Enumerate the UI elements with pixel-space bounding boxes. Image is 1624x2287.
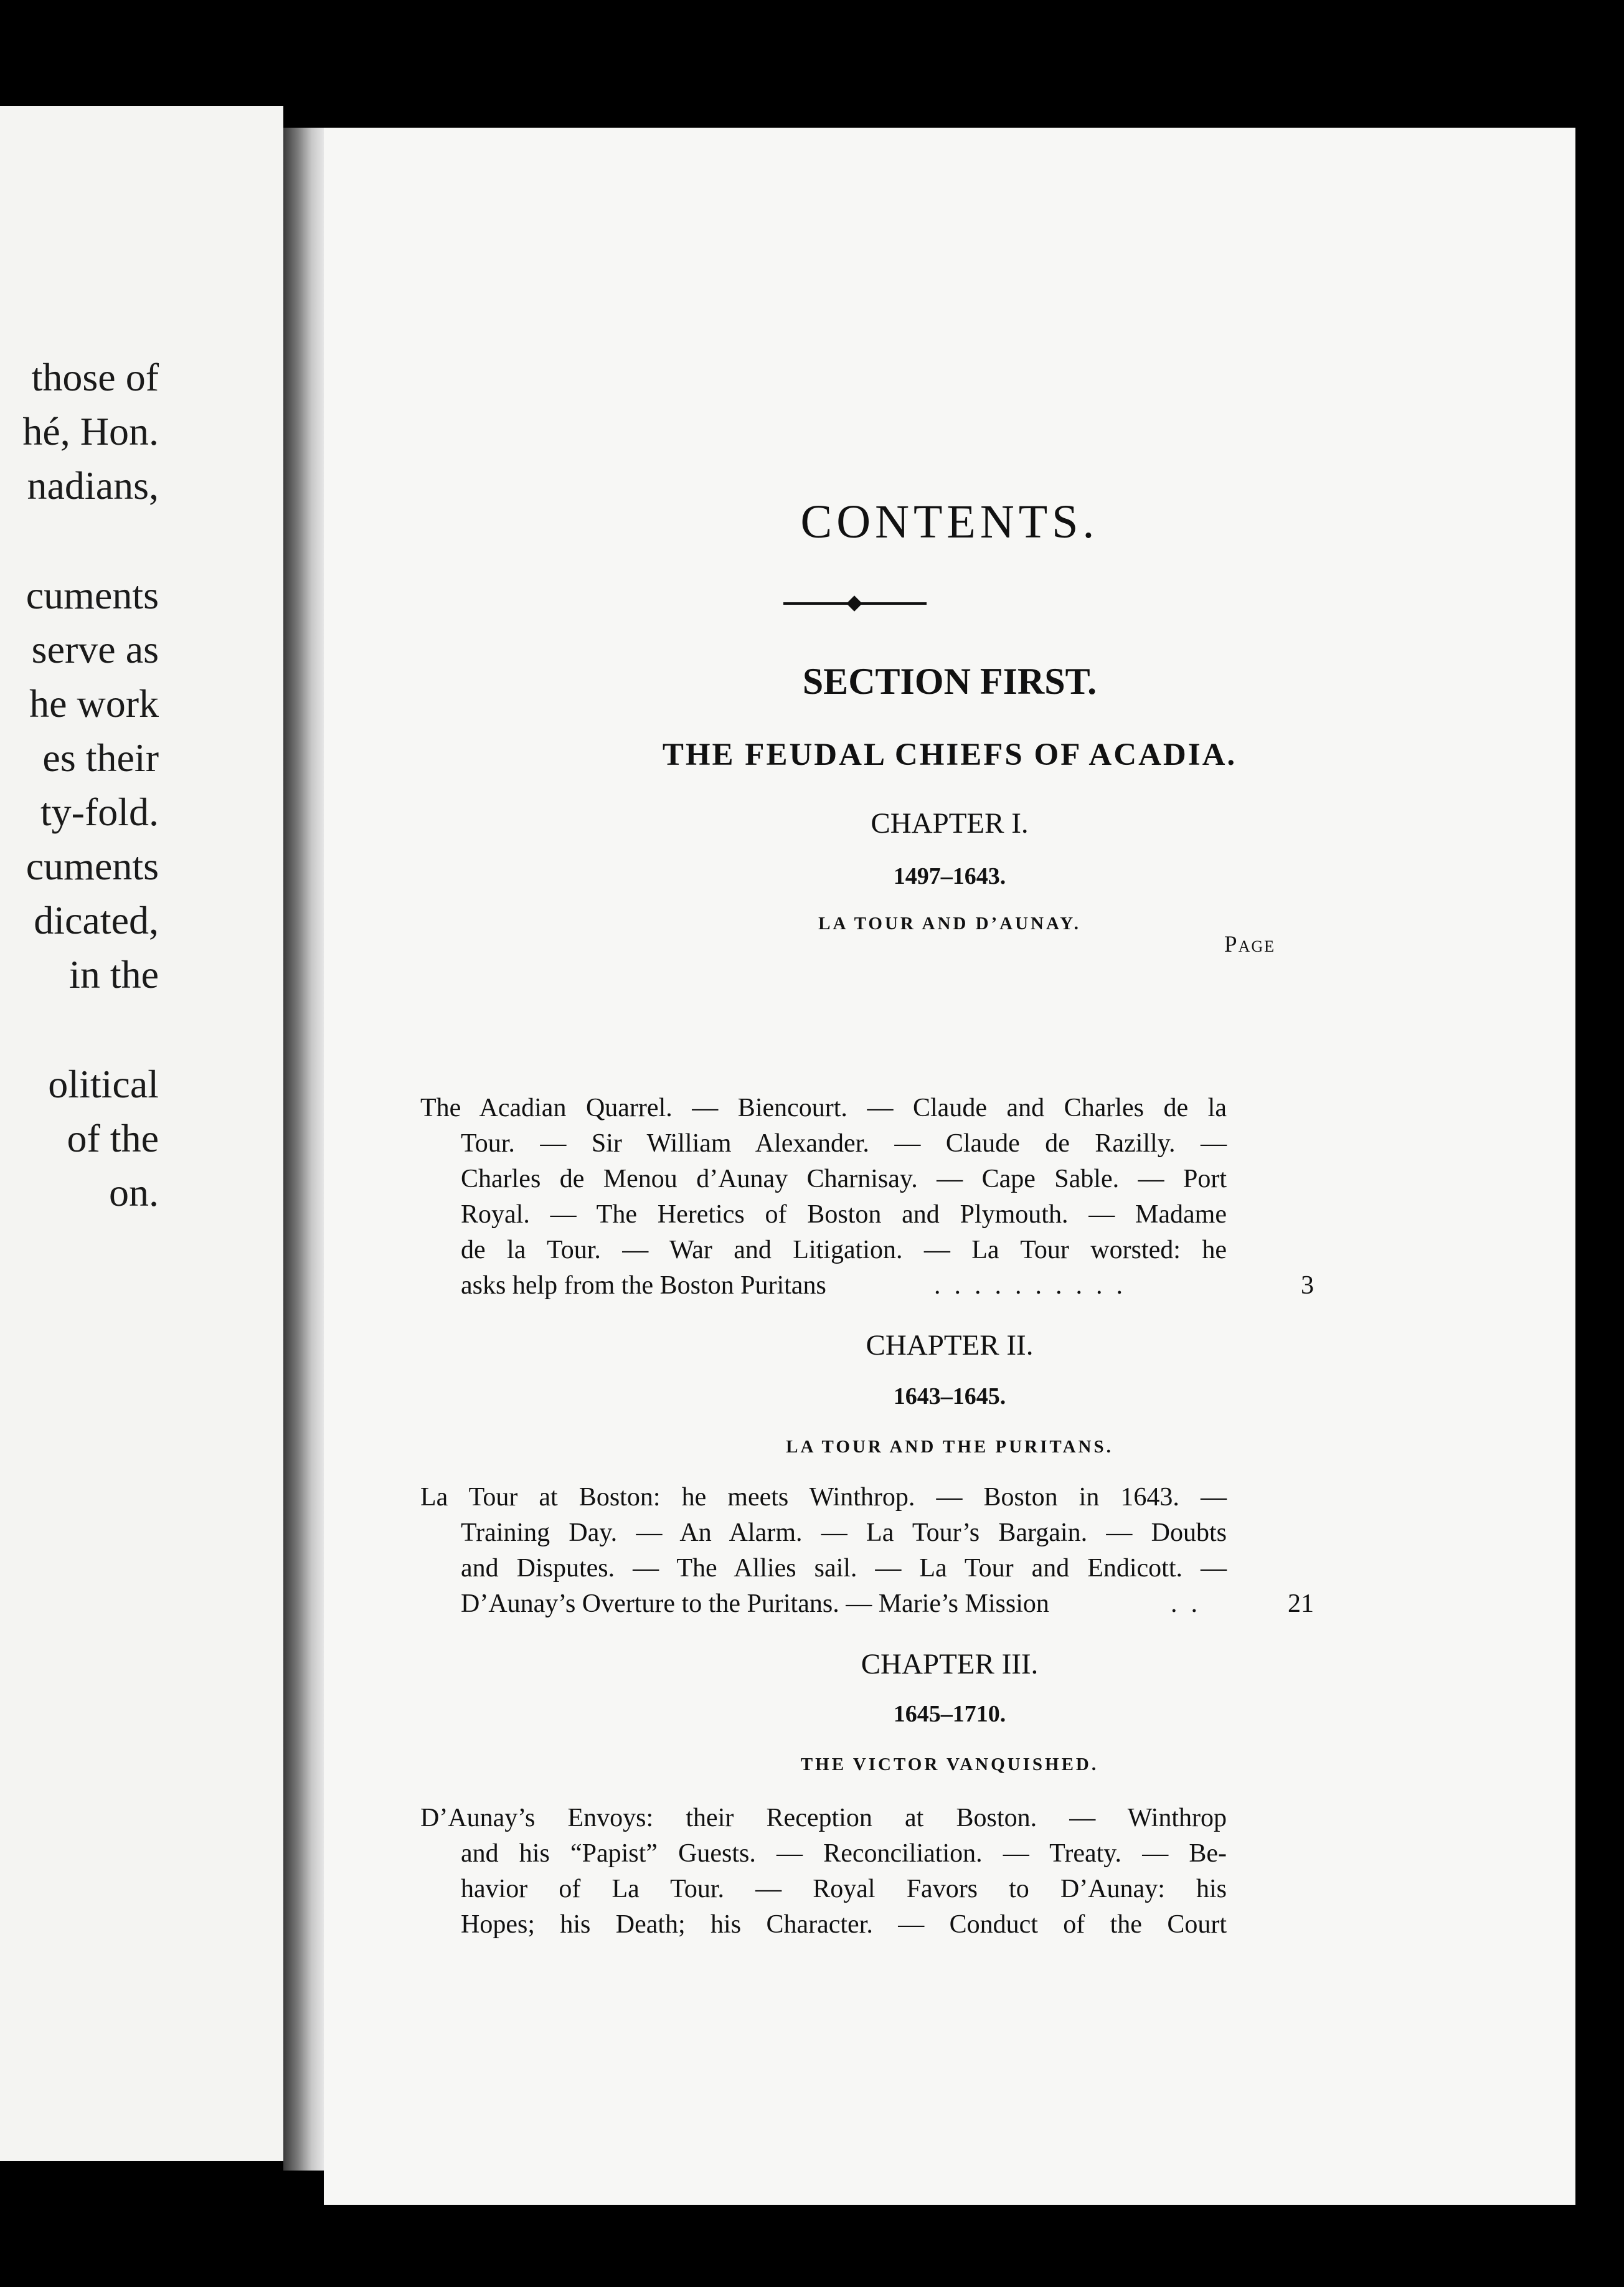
dot-leader: .......... bbox=[934, 1271, 1136, 1300]
facing-page-line: hé, Hon. bbox=[22, 409, 159, 453]
facing-page-line: in the bbox=[69, 952, 159, 997]
scan-border-bottom bbox=[0, 2205, 1624, 2287]
facing-page-line: of the bbox=[67, 1116, 159, 1160]
page-number: 21 bbox=[1288, 1589, 1314, 1618]
facing-page-line: serve as bbox=[31, 627, 159, 671]
facing-page-line: olitical bbox=[48, 1062, 159, 1106]
chapter-subject: THE VICTOR VANQUISHED. bbox=[800, 1754, 1099, 1774]
chapter-heading: CHAPTER II. bbox=[866, 1329, 1034, 1361]
chapter-summary-line: Charles de Menou d’Aunay Charnisay. — Cape Sable. — Port bbox=[461, 1165, 1227, 1193]
chapter-heading: CHAPTER I. bbox=[871, 807, 1029, 840]
facing-page-line: ty-fold. bbox=[40, 790, 159, 834]
facing-page-line: on. bbox=[109, 1170, 159, 1215]
chapter-years: 1497–1643. bbox=[893, 863, 1006, 889]
chapter-summary-line: asks help from the Boston Puritans bbox=[461, 1271, 826, 1300]
facing-page-line: cuments bbox=[26, 844, 159, 888]
chapter-summary-line: D’Aunay’s Envoys: their Reception at Boston. — Winthrop bbox=[420, 1804, 1227, 1832]
page-number: 3 bbox=[1301, 1271, 1314, 1300]
page-title: CONTENTS. bbox=[800, 496, 1099, 548]
part-title: THE FEUDAL CHIEFS OF ACADIA. bbox=[662, 737, 1237, 772]
chapter-subject: LA TOUR AND D’AUNAY. bbox=[818, 914, 1081, 934]
chapter-summary-line: D’Aunay’s Overture to the Puritans. — Marie’s Mission bbox=[461, 1589, 1049, 1618]
chapter-summary-line: de la Tour. — War and Litigation. — La Tour worsted: he bbox=[461, 1236, 1227, 1264]
facing-page-line: es their bbox=[42, 736, 159, 780]
scan-border-top bbox=[0, 0, 1624, 106]
chapter-heading: CHAPTER III. bbox=[861, 1648, 1039, 1680]
page-column-header: Page bbox=[1224, 932, 1276, 957]
facing-page bbox=[0, 106, 283, 2161]
chapter-summary-line: and Disputes. — The Allies sail. — La Tour and Endicott. — bbox=[461, 1554, 1227, 1583]
facing-page-line: he work bbox=[29, 681, 159, 726]
chapter-subject: LA TOUR AND THE PURITANS. bbox=[786, 1437, 1113, 1457]
facing-page-line: dicated, bbox=[34, 898, 159, 942]
chapter-summary-line: Training Day. — An Alarm. — La Tour’s Bargain. — Doubts bbox=[461, 1518, 1227, 1547]
facing-page-line: nadians, bbox=[27, 463, 159, 508]
chapter-summary-line: and his “Papist” Guests. — Reconciliation. — Treaty. — Be- bbox=[461, 1839, 1227, 1868]
chapter-years: 1643–1645. bbox=[893, 1383, 1006, 1409]
ornament-diamond-icon bbox=[846, 595, 862, 611]
chapter-years: 1645–1710. bbox=[893, 1701, 1006, 1727]
section-title: SECTION FIRST. bbox=[802, 661, 1097, 702]
facing-page-line: cuments bbox=[26, 573, 159, 617]
chapter-summary-line: Royal. — The Heretics of Boston and Plymouth. — Madame bbox=[461, 1200, 1227, 1229]
contents-page bbox=[324, 128, 1575, 2205]
chapter-summary-line: The Acadian Quarrel. — Biencourt. — Claude and Charles de la bbox=[420, 1094, 1227, 1122]
book-gutter bbox=[283, 128, 324, 2171]
facing-page-line: those of bbox=[31, 355, 159, 399]
dot-leader: .. bbox=[1171, 1589, 1211, 1618]
chapter-summary-line: havior of La Tour. — Royal Favors to D’Aunay: his bbox=[461, 1875, 1227, 1903]
chapter-summary-line: La Tour at Boston: he meets Winthrop. — Boston in 1643. — bbox=[420, 1483, 1227, 1512]
chapter-summary-line: Hopes; his Death; his Character. — Conduct of the Court bbox=[461, 1910, 1227, 1939]
chapter-summary-line: Tour. — Sir William Alexander. — Claude de Razilly. — bbox=[461, 1129, 1227, 1158]
